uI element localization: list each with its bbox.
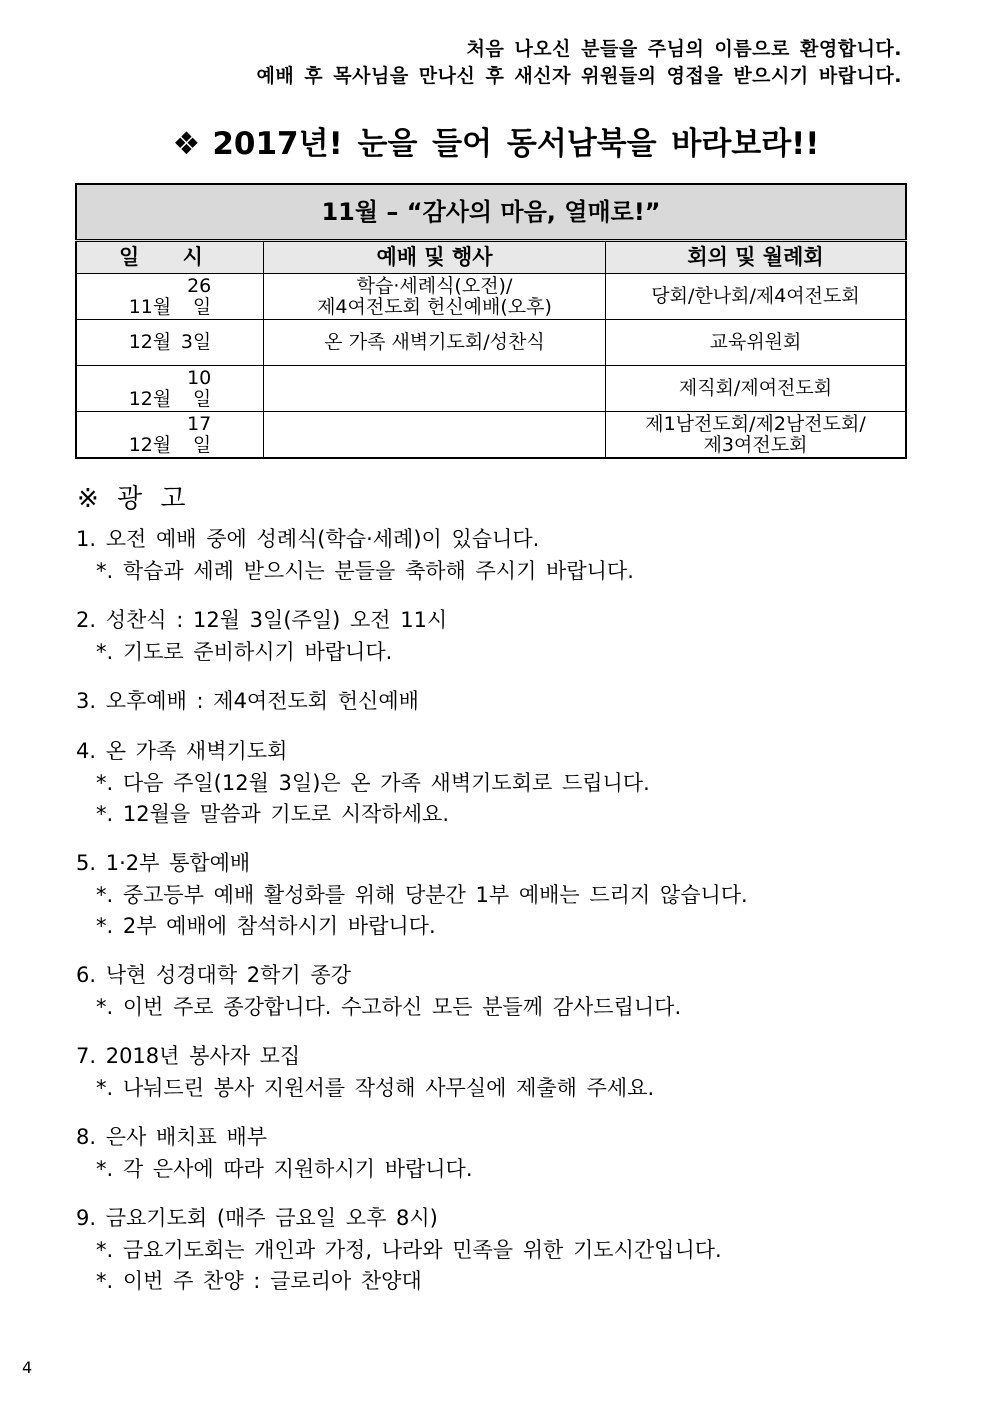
list-item [76,847,936,942]
date-cell: 12월 3일 [76,320,264,366]
table-row [76,412,906,459]
column-header-meetings: 회의 및 월례회 [606,241,907,274]
announcement-title: 5. 1·2부 통합예배 [76,851,251,875]
announcement-detail: *. 중고등부 예배 활성화를 위해 당분간 1부 예배는 드리지 않습니다. [96,883,748,907]
meeting-cell: 제직회/제여전도회 [606,366,907,412]
event-cell [264,366,606,412]
list-item [76,735,936,830]
diamond-bullet-icon: ❖ [172,126,201,162]
date-cell: 12월 10일 [76,366,264,412]
event-cell: 학습·세례식(오전)/ 제4여전도회 헌신예배(오후) [264,274,606,320]
welcome-message [256,36,902,90]
table-row [76,274,906,320]
schedule-table [75,183,907,459]
table-row [76,320,906,366]
list-item [76,1121,936,1185]
schedule-title: 11월 – “감사의 마음, 열매로!” [76,184,906,241]
announcement-title: 6. 낙현 성경대학 2학기 종강 [76,963,351,987]
list-item [76,959,936,1023]
welcome-line-1: 처음 나오신 분들을 주님의 이름으로 환영합니다. [466,38,902,60]
yearly-theme-text: 2017년! 눈을 들어 동서남북을 바라보라!! [212,126,820,162]
announcement-detail: *. 기도로 준비하시기 바랍니다. [96,640,393,664]
welcome-line-2: 예배 후 목사님을 만나신 후 새신자 위원들의 영접을 받으시기 바랍니다. [256,65,902,87]
announcement-title: 2. 성찬식 : 12월 3일(주일) 오전 11시 [76,608,448,632]
event-cell [264,412,606,459]
announcement-detail: *. 이번 주 찬양 : 글로리아 찬양대 [96,1269,422,1293]
date-cell: 12월 17일 [76,412,264,459]
announcement-detail: *. 금요기도회는 개인과 가정, 나라와 민족을 위한 기도시간입니다. [96,1238,722,1262]
announcements-heading: ※ 광 고 [77,484,187,514]
announcement-title: 7. 2018년 봉사자 모집 [76,1044,301,1068]
list-item [76,685,936,718]
meeting-cell: 당회/한나회/제4여전도회 [606,274,907,320]
announcement-title: 3. 오후예배 : 제4여전도회 헌신예배 [76,689,419,713]
announcement-detail: *. 나눠드린 봉사 지원서를 작성해 사무실에 제출해 주세요. [96,1076,655,1100]
column-header-date: 일 시 [76,241,264,274]
column-header-events: 예배 및 행사 [264,241,606,274]
meeting-cell: 제1남전도회/제2남전도회/ 제3여전도회 [606,412,907,459]
announcements-list [76,523,936,1314]
announcement-detail: *. 12월을 말씀과 기도로 시작하세요. [96,802,449,826]
announcement-detail: *. 2부 예배에 참석하시기 바랍니다. [96,914,436,938]
list-item [76,523,936,587]
announcement-detail: *. 이번 주로 종강합니다. 수고하신 모든 분들께 감사드립니다. [96,995,682,1019]
announcement-detail: *. 각 은사에 따라 지원하시기 바랍니다. [96,1157,473,1181]
list-item [76,1040,936,1104]
date-cell: 11월 26일 [76,274,264,320]
announcement-title: 9. 금요기도회 (매주 금요일 오후 8시) [76,1206,438,1230]
meeting-cell: 교육위원회 [606,320,907,366]
announcement-title: 4. 온 가족 새벽기도회 [76,739,288,763]
event-cell: 온 가족 새벽기도회/성찬식 [264,320,606,366]
announcement-detail: *. 다음 주일(12월 3일)은 온 가족 새벽기도회로 드립니다. [96,771,650,795]
page-number: 4 [22,1358,33,1377]
announcement-title: 8. 은사 배치표 배부 [76,1125,268,1149]
announcement-detail: *. 학습과 세례 받으시는 분들을 축하해 주시기 바랍니다. [96,559,634,583]
list-item [76,604,936,668]
yearly-theme [0,118,992,163]
announcement-title: 1. 오전 예배 중에 성례식(학습·세례)이 있습니다. [76,527,540,551]
table-row [76,366,906,412]
list-item [76,1202,936,1297]
